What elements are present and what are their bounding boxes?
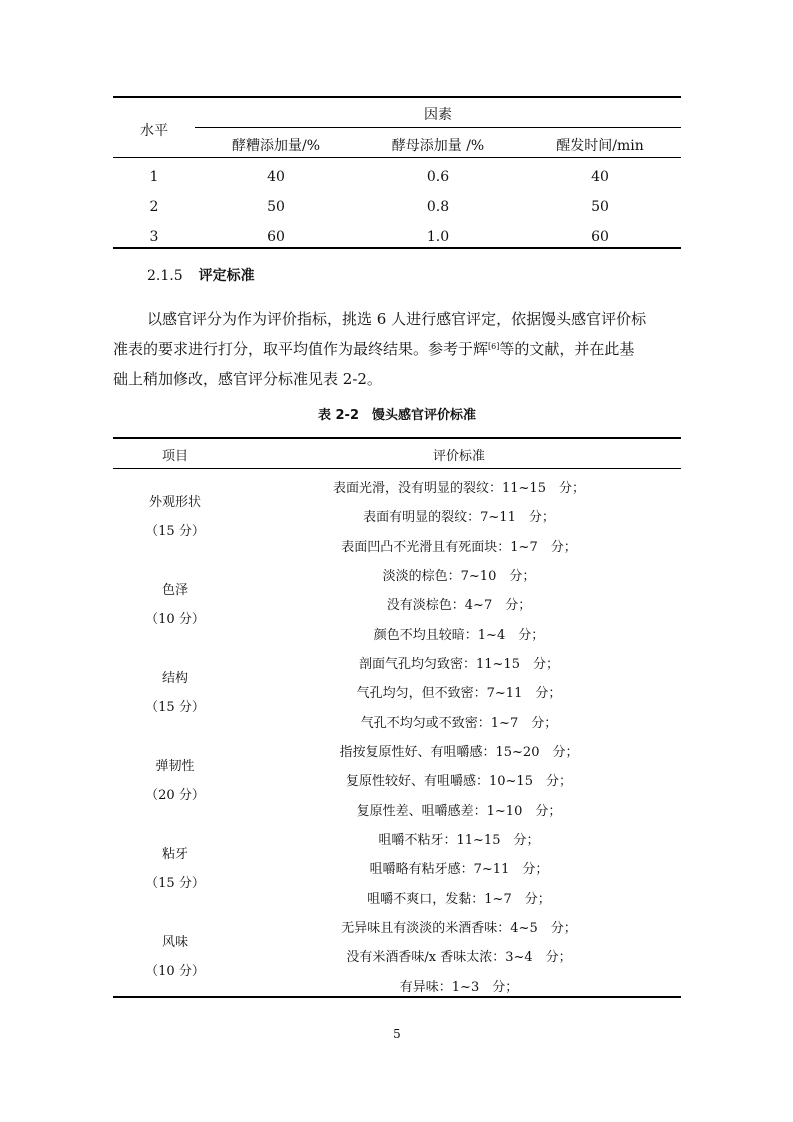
table2-item-score: （15 分） [145, 876, 205, 891]
table1-factor-header-3: 醒发时间/min [556, 138, 644, 154]
table1-top-rule [113, 96, 681, 98]
table2-criteria-cell: 咀嚼不爽口，发黏：1~7 分； [367, 892, 551, 907]
table2-criteria-cell: 无异味且有淡淡的米酒香味：4~5 分； [341, 921, 577, 936]
table1-factor-header-1: 酵糟添加量/% [231, 138, 321, 154]
table1-cell: 1 [149, 169, 159, 185]
table2-item-name: 外观形状 [148, 495, 201, 510]
page-number: 5 [393, 1027, 401, 1041]
table1-cell: 0.8 [426, 199, 450, 215]
table2-criteria-cell: 咀嚼不粘牙：11~15 分； [378, 833, 540, 848]
table2-criteria-cell: 指按复原性好、有咀嚼感：15~20 分； [339, 745, 579, 760]
table2-caption: 表 2-2 馒头感官评价标准 [317, 408, 476, 423]
table1-factor-group-header: 因素 [424, 107, 452, 123]
table2-criteria-cell: 表面有明显的裂纹：7~11 分； [363, 510, 555, 525]
table2-item-score: （15 分） [145, 700, 205, 715]
table2-bottom-rule [113, 996, 681, 998]
table2-item-name: 色泽 [161, 583, 188, 598]
table2-criteria-cell: 气孔不均匀或不致密：1~7 分； [360, 716, 558, 731]
table2-item-score: （10 分） [145, 612, 205, 627]
table1-cell: 50 [267, 199, 285, 215]
paragraph-text: 准表的要求进行打分，取平均值作为最终结果。参考于辉 [113, 340, 489, 358]
table1-level-header: 水平 [140, 123, 168, 139]
paragraph-text: 等的文献，并在此基 [499, 340, 635, 358]
table2-criteria-cell: 气孔均匀，但不致密：7~11 分； [356, 686, 562, 701]
citation-ref[interactable]: [6] [488, 342, 500, 351]
table2-item-header: 项目 [161, 449, 188, 464]
table2-criteria-cell: 有异味：1~3 分； [399, 980, 519, 995]
table2-criteria-cell: 颜色不均且较暗：1~4 分； [373, 628, 545, 643]
table2-criteria-cell: 咀嚼略有粘牙感：7~11 分； [369, 862, 549, 877]
table2-item-name: 结构 [161, 671, 188, 686]
section-heading [147, 266, 255, 286]
table2-criteria-cell: 表面凹凸不光滑且有死面块：1~7 分； [341, 540, 577, 555]
table2-criteria-cell: 剖面气孔均匀致密：11~15 分； [359, 657, 559, 672]
table1-cell: 3 [149, 229, 159, 245]
section-number: 2.1.5 [147, 268, 183, 284]
table2-item-name: 粘牙 [161, 847, 188, 862]
table2-top-rule [113, 437, 681, 439]
table1-group-rule [195, 127, 681, 128]
table2-criteria-header: 评价标准 [432, 449, 485, 464]
body-paragraph [113, 304, 681, 394]
table2-item-name: 风味 [161, 935, 188, 950]
table1-cell: 50 [591, 199, 609, 215]
paragraph-line: 础上稍加修改，感官评分标准见表 2-2。 [113, 370, 382, 388]
table1-cell: 60 [591, 229, 609, 245]
paragraph-line [113, 334, 681, 364]
table2-criteria-cell: 复原性较好、有咀嚼感：10~15 分； [346, 774, 572, 789]
paragraph-line: 以感官评分为作为评价指标，挑选 6 人进行感官评定，依据馒头感官评价标 [147, 310, 647, 328]
table2-header-rule [113, 468, 681, 469]
table1-cell: 40 [591, 169, 609, 185]
table2-item-name: 弹韧性 [155, 759, 195, 774]
table1-factor-header-2: 酵母添加量 /% [391, 138, 485, 154]
table1-cell: 40 [267, 169, 285, 185]
table2-item-score: （15 分） [145, 524, 205, 539]
table1-cell: 0.6 [426, 169, 450, 185]
table1-cell: 1.0 [426, 229, 450, 245]
table1-bottom-rule [113, 247, 681, 249]
table2-item-score: （20 分） [145, 788, 205, 803]
table1-cell: 2 [149, 199, 159, 215]
table1-header-rule [113, 157, 681, 158]
table1-cell: 60 [267, 229, 285, 245]
table2-criteria-cell: 复原性差、咀嚼感差：1~10 分； [356, 804, 562, 819]
table2-criteria-cell: 没有米酒香味/x 香味太浓：3~4 分； [346, 950, 572, 965]
table2-item-score: （10 分） [145, 964, 205, 979]
table2-criteria-cell: 淡淡的棕色：7~10 分； [382, 569, 536, 584]
section-title: 评定标准 [198, 268, 255, 284]
table2-criteria-cell: 没有淡棕色：4~7 分； [386, 598, 532, 613]
table2-criteria-cell: 表面光滑，没有明显的裂纹：11~15 分； [333, 481, 585, 496]
